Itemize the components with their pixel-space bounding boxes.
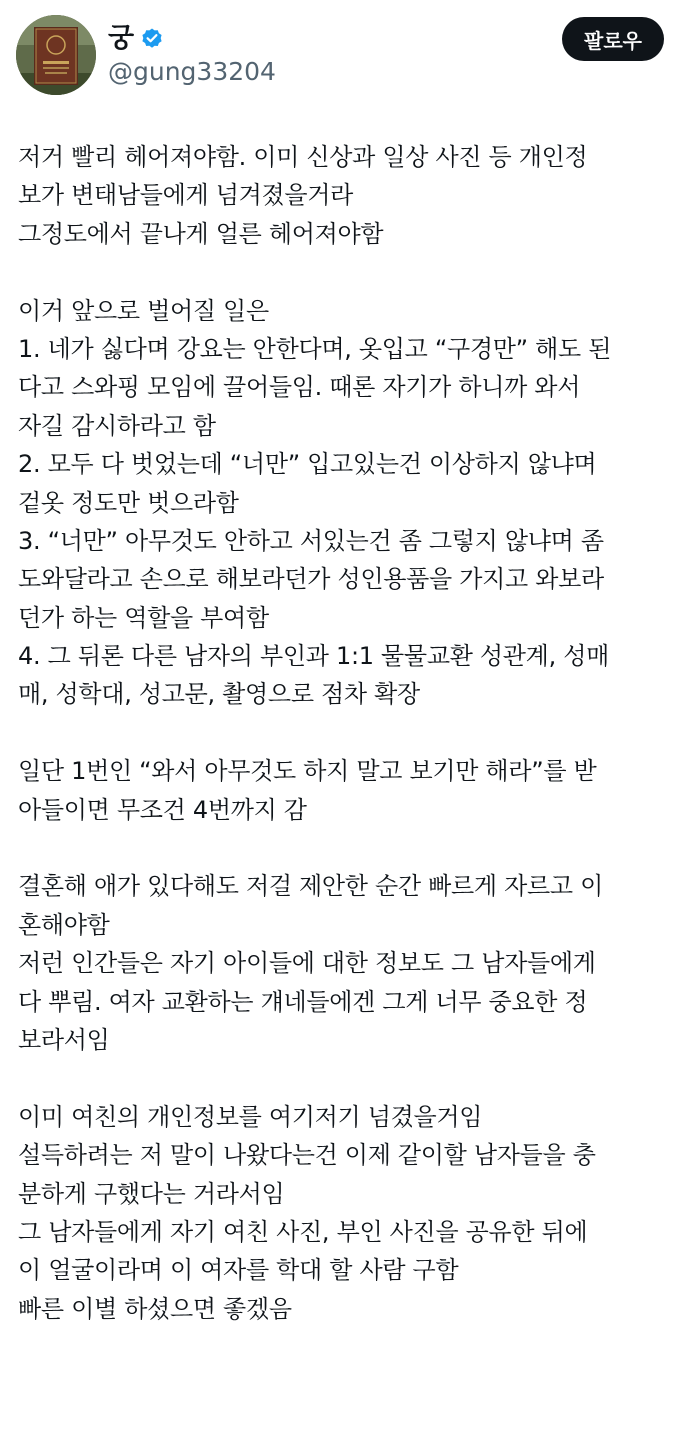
tweet-text-line: 일단 1번인 “와서 아무것도 하지 말고 보기만 해라”를 받 xyxy=(18,757,597,786)
tweet-text-line: 결혼해 애가 있다해도 저걸 제안한 순간 빠르게 자르고 이 xyxy=(18,872,603,901)
tweet-text-line: 저런 인간들은 자기 아이들에 대한 정보도 그 남자들에게 xyxy=(18,949,596,978)
tweet-text-line: 4. 그 뒤론 다른 남자의 부인과 1:1 물물교환 성관계, 성매 xyxy=(18,642,609,671)
blank-line xyxy=(18,253,680,291)
tweet-text-line: 던가 하는 역할을 부여함 xyxy=(18,603,269,632)
tweet-text-line: 매, 성학대, 성고문, 촬영으로 점차 확장 xyxy=(18,680,420,709)
verified-badge-icon xyxy=(140,27,164,51)
display-name[interactable]: 궁 xyxy=(108,23,135,54)
tweet-text-line: 도와달라고 손으로 해보라던가 성인용품을 가지고 와보라 xyxy=(18,565,604,594)
tweet-text-line: 이미 여친의 개인정보를 여기저기 넘겼을거임 xyxy=(18,1102,483,1131)
tweet-text-line: 3. “너만” 아무것도 안하고 서있는건 좀 그렇지 않냐며 좀 xyxy=(18,526,604,555)
avatar-image xyxy=(16,15,96,95)
tweet-text-line: 설득하려는 저 말이 나왔다는건 이제 같이할 남자들을 충 xyxy=(18,1141,596,1170)
tweet-text-line: 겉옷 정도만 벗으라함 xyxy=(18,488,239,517)
tweet-text-line: 빠른 이별 하셨으면 좋겠음 xyxy=(18,1294,292,1323)
tweet-text-line: 아들이면 무조건 4번까지 감 xyxy=(18,795,307,824)
tweet-text-line: 그정도에서 끝나게 얼른 헤어져야함 xyxy=(18,219,384,248)
blank-line xyxy=(18,1059,680,1097)
tweet-text-line: 다고 스와핑 모임에 끌어들임. 때론 자기가 하니까 와서 xyxy=(18,373,581,402)
tweet-text-line: 혼해야함 xyxy=(18,910,110,939)
blank-line xyxy=(18,829,680,867)
follow-button[interactable]: 팔로우 xyxy=(562,17,664,61)
tweet-text-line: 다 뿌림. 여자 교환하는 걔네들에겐 그게 너무 중요한 정 xyxy=(18,987,588,1016)
tweet-text xyxy=(18,138,680,1328)
avatar[interactable] xyxy=(16,15,96,95)
tweet-header xyxy=(0,0,695,110)
tweet-text-line: 2. 모두 다 벗었는데 “너만” 입고있는건 이상하지 않냐며 xyxy=(18,450,597,479)
blank-line xyxy=(18,714,680,752)
tweet-text-line: 이거 앞으로 벌어질 일은 xyxy=(18,296,269,325)
tweet-text-line: 1. 네가 싫다며 강요는 안한다며, 옷입고 “구경만” 해도 된 xyxy=(18,334,612,363)
tweet-text-line: 보라서임 xyxy=(18,1025,110,1054)
tweet-text-line: 이 얼굴이라며 이 여자를 학대 할 사람 구함 xyxy=(18,1256,459,1285)
tweet-text-line: 저거 빨리 헤어져야함. 이미 신상과 일상 사진 등 개인정 xyxy=(18,143,588,171)
tweet-text-line: 분하게 구했다는 거라서임 xyxy=(18,1179,285,1208)
tweet-text-line: 그 남자들에게 자기 여친 사진, 부인 사진을 공유한 뒤에 xyxy=(18,1217,588,1246)
tweet-text-line: 자길 감시하라고 함 xyxy=(18,411,216,440)
tweet-text-line: 보가 변태남들에게 넘겨졌을거라 xyxy=(18,181,354,210)
name-row xyxy=(108,22,164,56)
user-handle[interactable]: @gung33204 xyxy=(108,57,276,86)
